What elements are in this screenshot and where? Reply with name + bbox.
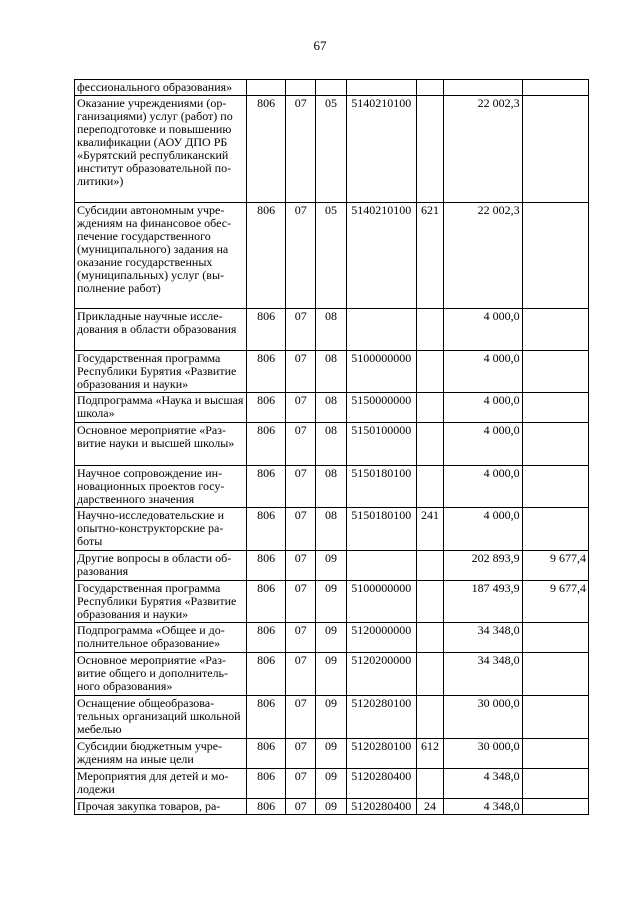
row-subsection-cell: 09 bbox=[316, 623, 346, 653]
row-subsection-cell: 09 bbox=[316, 551, 346, 581]
row-amount-cell bbox=[444, 80, 522, 96]
row-admin-code-cell: 806 bbox=[247, 203, 286, 309]
row-target-article-cell: 5140210100 bbox=[346, 203, 416, 309]
row-target-article-cell bbox=[346, 309, 416, 351]
row-subvention-amount-cell bbox=[522, 799, 588, 815]
row-section-cell: 07 bbox=[286, 466, 316, 508]
row-admin-code-cell bbox=[247, 80, 286, 96]
row-target-article-cell: 5150180100 bbox=[346, 466, 416, 508]
row-amount-cell: 30 000,0 bbox=[444, 739, 522, 769]
row-expense-type-cell bbox=[416, 696, 443, 739]
row-subsection-cell: 05 bbox=[316, 96, 346, 203]
row-subsection-cell: 08 bbox=[316, 508, 346, 551]
row-expense-type-cell bbox=[416, 80, 443, 96]
row-section-cell bbox=[286, 80, 316, 96]
row-subsection-cell: 09 bbox=[316, 696, 346, 739]
row-subsection-cell: 08 bbox=[316, 466, 346, 508]
row-admin-code-cell: 806 bbox=[247, 769, 286, 799]
row-expense-type-cell bbox=[416, 309, 443, 351]
row-expense-type-cell bbox=[416, 393, 443, 423]
row-section-cell: 07 bbox=[286, 799, 316, 815]
row-amount-cell: 4 000,0 bbox=[444, 423, 522, 466]
table-row bbox=[75, 80, 589, 96]
row-name-cell: Подпрограмма «Общее и дополнительное образование» bbox=[75, 623, 247, 653]
row-name-cell: Субсидии бюджетным учреждениям на иные цели bbox=[75, 739, 247, 769]
row-subvention-amount-cell bbox=[522, 696, 588, 739]
row-amount-cell: 34 348,0 bbox=[444, 623, 522, 653]
row-subvention-amount-cell bbox=[522, 466, 588, 508]
row-name-cell: Оснащение общеобразовательных организаций школьной мебелью bbox=[75, 696, 247, 739]
table-row bbox=[75, 351, 589, 393]
row-admin-code-cell: 806 bbox=[247, 351, 286, 393]
row-section-cell: 07 bbox=[286, 351, 316, 393]
row-name-cell: Прочая закупка товаров, ра- bbox=[75, 799, 247, 815]
row-section-cell: 07 bbox=[286, 739, 316, 769]
row-section-cell: 07 bbox=[286, 581, 316, 623]
row-expense-type-cell: 241 bbox=[416, 508, 443, 551]
row-subvention-amount-cell bbox=[522, 203, 588, 309]
table-row bbox=[75, 739, 589, 769]
table-row bbox=[75, 696, 589, 739]
row-name-cell: Государственная программа Республики Бурятия «Развитие образования и науки» bbox=[75, 351, 247, 393]
row-name-cell: Подпрограмма «Наука и высшая школа» bbox=[75, 393, 247, 423]
row-amount-cell: 202 893,9 bbox=[444, 551, 522, 581]
table-row bbox=[75, 466, 589, 508]
row-subsection-cell: 08 bbox=[316, 393, 346, 423]
row-admin-code-cell: 806 bbox=[247, 423, 286, 466]
row-target-article-cell: 5120000000 bbox=[346, 623, 416, 653]
row-section-cell: 07 bbox=[286, 653, 316, 696]
budget-table bbox=[74, 79, 589, 815]
row-subsection-cell: 09 bbox=[316, 769, 346, 799]
row-subvention-amount-cell bbox=[522, 351, 588, 393]
row-admin-code-cell: 806 bbox=[247, 653, 286, 696]
row-amount-cell: 4 000,0 bbox=[444, 309, 522, 351]
row-expense-type-cell bbox=[416, 653, 443, 696]
row-name-cell: Государственная программа Республики Бурятия «Развитие образования и науки» bbox=[75, 581, 247, 623]
row-target-article-cell: 5100000000 bbox=[346, 351, 416, 393]
row-admin-code-cell: 806 bbox=[247, 309, 286, 351]
row-target-article-cell: 5150100000 bbox=[346, 423, 416, 466]
row-subvention-amount-cell: 9 677,4 bbox=[522, 581, 588, 623]
row-amount-cell: 187 493,9 bbox=[444, 581, 522, 623]
row-amount-cell: 4 000,0 bbox=[444, 466, 522, 508]
table-row bbox=[75, 769, 589, 799]
row-subsection-cell: 09 bbox=[316, 799, 346, 815]
row-target-article-cell bbox=[346, 80, 416, 96]
row-expense-type-cell bbox=[416, 581, 443, 623]
row-name-cell: Мероприятия для детей и молодежи bbox=[75, 769, 247, 799]
row-section-cell: 07 bbox=[286, 203, 316, 309]
row-subsection-cell: 09 bbox=[316, 653, 346, 696]
row-target-article-cell bbox=[346, 551, 416, 581]
row-name-cell: Прикладные научные исследования в области образования bbox=[75, 309, 247, 351]
row-amount-cell: 4 348,0 bbox=[444, 769, 522, 799]
row-expense-type-cell bbox=[416, 423, 443, 466]
row-amount-cell: 22 002,3 bbox=[444, 96, 522, 203]
table-row bbox=[75, 96, 589, 203]
row-expense-type-cell bbox=[416, 466, 443, 508]
table-row bbox=[75, 423, 589, 466]
table-row bbox=[75, 623, 589, 653]
row-target-article-cell: 5120280400 bbox=[346, 799, 416, 815]
table-row bbox=[75, 581, 589, 623]
row-target-article-cell: 5150000000 bbox=[346, 393, 416, 423]
row-name-cell: Основное мероприятие «Развитие науки и высшей школы» bbox=[75, 423, 247, 466]
row-admin-code-cell: 806 bbox=[247, 739, 286, 769]
row-section-cell: 07 bbox=[286, 309, 316, 351]
row-name-cell: Оказание учреждениями (организациями) услуг (работ) по переподготовке и повышению квалификации (АОУ ДПО РБ «Бурятский республиканский институт образовательной политики») bbox=[75, 96, 247, 203]
row-name-cell: Научное сопровождение инновационных проектов государственного значения bbox=[75, 466, 247, 508]
table-row bbox=[75, 551, 589, 581]
budget-table-body bbox=[75, 80, 589, 815]
row-admin-code-cell: 806 bbox=[247, 581, 286, 623]
row-target-article-cell: 5120280100 bbox=[346, 696, 416, 739]
table-row bbox=[75, 203, 589, 309]
table-row bbox=[75, 309, 589, 351]
row-target-article-cell: 5120280100 bbox=[346, 739, 416, 769]
row-subvention-amount-cell bbox=[522, 96, 588, 203]
row-amount-cell: 34 348,0 bbox=[444, 653, 522, 696]
row-amount-cell: 4 348,0 bbox=[444, 799, 522, 815]
row-admin-code-cell: 806 bbox=[247, 799, 286, 815]
row-subvention-amount-cell bbox=[522, 80, 588, 96]
row-subsection-cell: 05 bbox=[316, 203, 346, 309]
row-target-article-cell: 5150180100 bbox=[346, 508, 416, 551]
row-target-article-cell: 5100000000 bbox=[346, 581, 416, 623]
row-name-cell: Другие вопросы в области образования bbox=[75, 551, 247, 581]
row-section-cell: 07 bbox=[286, 393, 316, 423]
row-name-cell: Основное мероприятие «Развитие общего и дополнительного образования» bbox=[75, 653, 247, 696]
row-subsection-cell: 09 bbox=[316, 739, 346, 769]
row-subvention-amount-cell bbox=[522, 769, 588, 799]
row-target-article-cell: 5120200000 bbox=[346, 653, 416, 696]
row-subvention-amount-cell bbox=[522, 309, 588, 351]
row-subvention-amount-cell bbox=[522, 508, 588, 551]
row-name-cell: фессионального образования» bbox=[75, 80, 247, 96]
row-target-article-cell: 5140210100 bbox=[346, 96, 416, 203]
row-target-article-cell: 5120280400 bbox=[346, 769, 416, 799]
row-section-cell: 07 bbox=[286, 769, 316, 799]
row-name-cell: Научно-исследовательские и опытно-конструкторские работы bbox=[75, 508, 247, 551]
row-section-cell: 07 bbox=[286, 696, 316, 739]
row-amount-cell: 4 000,0 bbox=[444, 351, 522, 393]
row-amount-cell: 4 000,0 bbox=[444, 393, 522, 423]
row-subvention-amount-cell bbox=[522, 423, 588, 466]
row-subsection-cell: 09 bbox=[316, 581, 346, 623]
row-expense-type-cell bbox=[416, 351, 443, 393]
row-expense-type-cell: 24 bbox=[416, 799, 443, 815]
row-subsection-cell: 08 bbox=[316, 423, 346, 466]
table-row bbox=[75, 799, 589, 815]
row-subvention-amount-cell bbox=[522, 653, 588, 696]
row-expense-type-cell bbox=[416, 769, 443, 799]
row-subsection-cell: 08 bbox=[316, 309, 346, 351]
row-section-cell: 07 bbox=[286, 508, 316, 551]
row-expense-type-cell bbox=[416, 96, 443, 203]
row-subvention-amount-cell bbox=[522, 393, 588, 423]
row-expense-type-cell bbox=[416, 623, 443, 653]
row-expense-type-cell bbox=[416, 551, 443, 581]
row-subvention-amount-cell: 9 677,4 bbox=[522, 551, 588, 581]
row-expense-type-cell: 621 bbox=[416, 203, 443, 309]
row-section-cell: 07 bbox=[286, 423, 316, 466]
row-amount-cell: 30 000,0 bbox=[444, 696, 522, 739]
row-section-cell: 07 bbox=[286, 551, 316, 581]
table-row bbox=[75, 508, 589, 551]
row-name-cell: Субсидии автономным учреждениям на финансовое обеспечение государственного (муниципального) задания на оказание государственных (муниципальных) услуг (выполнение работ) bbox=[75, 203, 247, 309]
row-admin-code-cell: 806 bbox=[247, 508, 286, 551]
row-subvention-amount-cell bbox=[522, 623, 588, 653]
table-row bbox=[75, 653, 589, 696]
page-number: 67 bbox=[313, 38, 327, 53]
row-admin-code-cell: 806 bbox=[247, 623, 286, 653]
row-amount-cell: 4 000,0 bbox=[444, 508, 522, 551]
row-subvention-amount-cell bbox=[522, 739, 588, 769]
row-admin-code-cell: 806 bbox=[247, 551, 286, 581]
row-admin-code-cell: 806 bbox=[247, 696, 286, 739]
row-amount-cell: 22 002,3 bbox=[444, 203, 522, 309]
row-subsection-cell: 08 bbox=[316, 351, 346, 393]
row-section-cell: 07 bbox=[286, 623, 316, 653]
row-section-cell: 07 bbox=[286, 96, 316, 203]
row-admin-code-cell: 806 bbox=[247, 96, 286, 203]
row-subsection-cell bbox=[316, 80, 346, 96]
row-admin-code-cell: 806 bbox=[247, 393, 286, 423]
table-row bbox=[75, 393, 589, 423]
row-admin-code-cell: 806 bbox=[247, 466, 286, 508]
row-expense-type-cell: 612 bbox=[416, 739, 443, 769]
